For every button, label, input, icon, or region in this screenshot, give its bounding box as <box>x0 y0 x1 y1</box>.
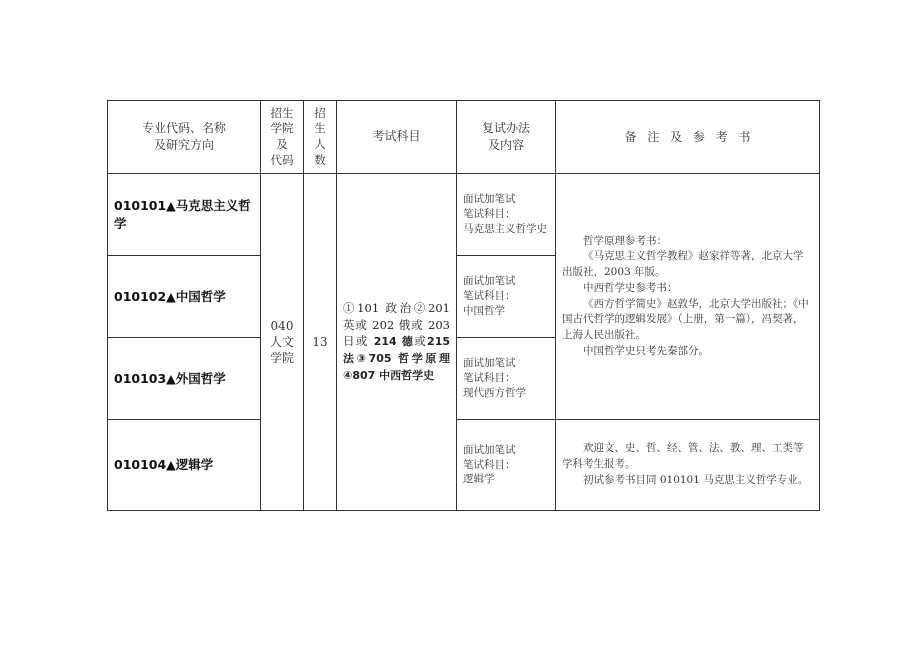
header-exam: 考试科目 <box>337 101 457 174</box>
quota-cell: 13 <box>304 174 337 511</box>
header-notes: 备注及参考书 <box>556 101 820 174</box>
major-name: 010102▲中国哲学 <box>108 256 261 338</box>
college-cell: 040 人文 学院 <box>261 174 304 511</box>
notes-references-logic: 欢迎文、史、哲、经、管、法、教、理、工类等学科考生报考。 初试参考书目同 010101 马克思主义哲学专业。 <box>556 420 820 511</box>
retest-method: 面试加笔试 笔试科目： 中国哲学 <box>457 256 556 338</box>
major-name: 010101▲马克思主义哲学 <box>108 174 261 256</box>
retest-method: 面试加笔试 笔试科目： 马克思主义哲学史 <box>457 174 556 256</box>
header-quota: 招 生 人 数 <box>304 101 337 174</box>
exam-subjects: ①101 政治②201 英或 202 俄或 203 日或 214 德或215 法③705 哲学原理④807 中西哲学史 <box>337 174 457 511</box>
retest-method: 面试加笔试 笔试科目： 现代西方哲学 <box>457 338 556 420</box>
notes-references: 哲学原理参考书： 《马克思主义哲学教程》赵家祥等著，北京大学出版社，2003 年版。 中西哲学史参考书： 《西方哲学简史》赵敦华，北京大学出版社；《中国古代哲学的逻辑发展》（上册，第一篇），冯契著，上海人民出版社。 中国哲学史只考先秦部分。 <box>556 174 820 420</box>
major-name: 010104▲逻辑学 <box>108 420 261 511</box>
header-retest: 复试办法 及内容 <box>457 101 556 174</box>
header-college: 招生 学院 及 代码 <box>261 101 304 174</box>
major-name: 010103▲外国哲学 <box>108 338 261 420</box>
table-row <box>108 420 820 511</box>
header-row <box>108 101 820 174</box>
admissions-table <box>107 100 820 511</box>
table-row <box>108 174 820 256</box>
retest-method: 面试加笔试 笔试科目： 逻辑学 <box>457 420 556 511</box>
header-major: 专业代码、名称 及研究方向 <box>108 101 261 174</box>
